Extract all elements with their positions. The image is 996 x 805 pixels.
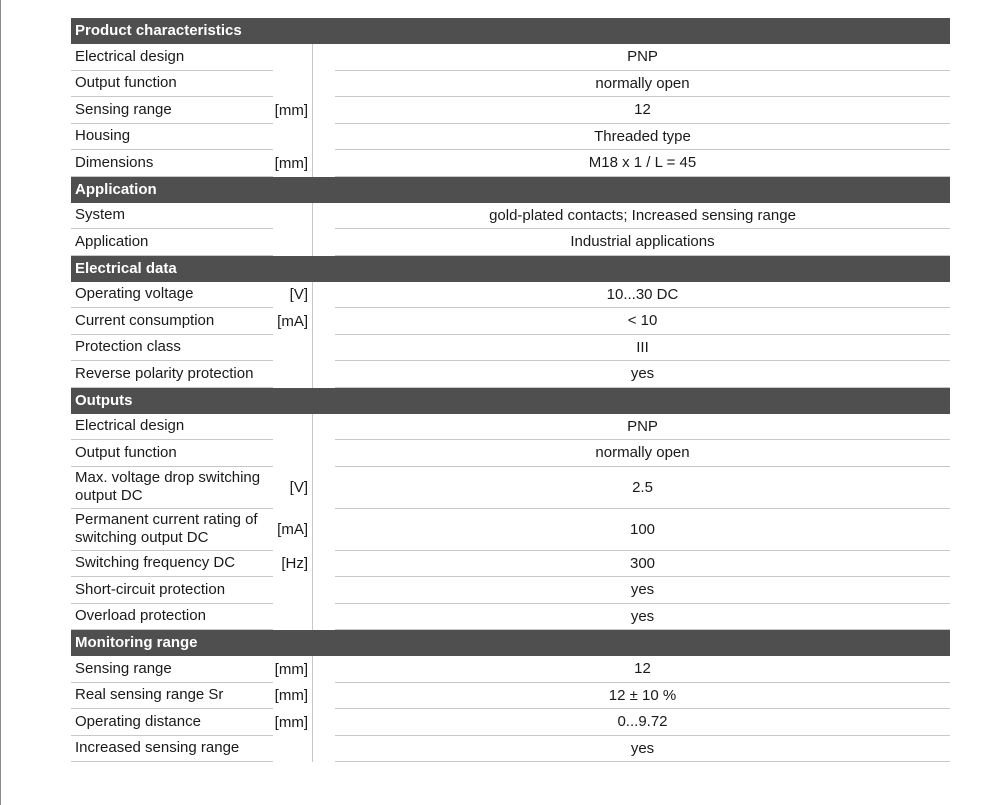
table-row bbox=[71, 467, 950, 509]
row-unit bbox=[273, 229, 313, 256]
row-unit: [V] bbox=[273, 282, 313, 309]
row-unit bbox=[273, 577, 313, 604]
row-value: gold-plated contacts; Increased sensing range bbox=[335, 203, 950, 230]
row-label: Switching frequency DC bbox=[71, 551, 273, 578]
row-label: Operating voltage bbox=[71, 282, 273, 309]
row-value: yes bbox=[335, 736, 950, 763]
table-row bbox=[71, 683, 950, 710]
row-value: 100 bbox=[335, 509, 950, 551]
row-unit bbox=[273, 361, 313, 388]
table-row bbox=[71, 308, 950, 335]
section-header-product-characteristics: Product characteristics bbox=[71, 18, 950, 44]
row-label: Application bbox=[71, 229, 273, 256]
row-value: < 10 bbox=[335, 308, 950, 335]
row-unit: [Hz] bbox=[273, 551, 313, 578]
table-row bbox=[71, 709, 950, 736]
table-row bbox=[71, 440, 950, 467]
row-label: Current consumption bbox=[71, 308, 273, 335]
row-unit: [mm] bbox=[273, 709, 313, 736]
row-value: PNP bbox=[335, 44, 950, 71]
row-label: Output function bbox=[71, 71, 273, 98]
section-header-electrical-data: Electrical data bbox=[71, 256, 950, 282]
table-row bbox=[71, 203, 950, 230]
row-label: Dimensions bbox=[71, 150, 273, 177]
row-value: yes bbox=[335, 604, 950, 631]
table-row bbox=[71, 97, 950, 124]
row-unit bbox=[273, 604, 313, 631]
row-unit: [mm] bbox=[273, 97, 313, 124]
row-unit bbox=[273, 44, 313, 71]
table-row bbox=[71, 577, 950, 604]
row-label: Sensing range bbox=[71, 97, 273, 124]
table-row bbox=[71, 736, 950, 763]
row-unit: [mm] bbox=[273, 150, 313, 177]
table-row bbox=[71, 71, 950, 98]
table-row bbox=[71, 656, 950, 683]
row-label: Housing bbox=[71, 124, 273, 151]
row-label: Sensing range bbox=[71, 656, 273, 683]
table-row bbox=[71, 44, 950, 71]
row-unit: [mm] bbox=[273, 683, 313, 710]
section-header-outputs: Outputs bbox=[71, 388, 950, 414]
row-unit bbox=[273, 71, 313, 98]
row-value: M18 x 1 / L = 45 bbox=[335, 150, 950, 177]
table-row bbox=[71, 551, 950, 578]
table-row bbox=[71, 229, 950, 256]
table-row bbox=[71, 604, 950, 631]
row-label: Overload protection bbox=[71, 604, 273, 631]
row-value: 300 bbox=[335, 551, 950, 578]
section-header-monitoring-range: Monitoring range bbox=[71, 630, 950, 656]
row-value: yes bbox=[335, 577, 950, 604]
row-value: 12 bbox=[335, 97, 950, 124]
row-value: Industrial applications bbox=[335, 229, 950, 256]
row-unit bbox=[273, 414, 313, 441]
row-label: Permanent current rating of switching output DC bbox=[71, 509, 273, 551]
row-unit: [mA] bbox=[273, 509, 313, 551]
row-unit bbox=[273, 440, 313, 467]
row-label: Electrical design bbox=[71, 414, 273, 441]
row-value: 2.5 bbox=[335, 467, 950, 509]
row-unit: [mm] bbox=[273, 656, 313, 683]
row-label: Electrical design bbox=[71, 44, 273, 71]
row-label: Increased sensing range bbox=[71, 736, 273, 763]
table-row bbox=[71, 150, 950, 177]
row-value: 12 ± 10 % bbox=[335, 683, 950, 710]
row-value: yes bbox=[335, 361, 950, 388]
row-unit: [mA] bbox=[273, 308, 313, 335]
row-label: Real sensing range Sr bbox=[71, 683, 273, 710]
table-row bbox=[71, 509, 950, 551]
row-value: normally open bbox=[335, 440, 950, 467]
section-header-application: Application bbox=[71, 177, 950, 203]
row-value: PNP bbox=[335, 414, 950, 441]
table-row bbox=[71, 414, 950, 441]
row-value: 10...30 DC bbox=[335, 282, 950, 309]
row-label: Operating distance bbox=[71, 709, 273, 736]
page-left-border bbox=[0, 0, 1, 805]
row-value: normally open bbox=[335, 71, 950, 98]
table-row bbox=[71, 361, 950, 388]
row-label: Short-circuit protection bbox=[71, 577, 273, 604]
row-unit bbox=[273, 203, 313, 230]
row-label: Output function bbox=[71, 440, 273, 467]
row-value: III bbox=[335, 335, 950, 362]
row-value: 0...9.72 bbox=[335, 709, 950, 736]
product-data-sheet bbox=[71, 18, 950, 762]
row-unit bbox=[273, 736, 313, 763]
table-row bbox=[71, 335, 950, 362]
row-label: Protection class bbox=[71, 335, 273, 362]
row-unit: [V] bbox=[273, 467, 313, 509]
row-label: Reverse polarity protection bbox=[71, 361, 273, 388]
row-unit bbox=[273, 124, 313, 151]
table-row bbox=[71, 124, 950, 151]
row-value: 12 bbox=[335, 656, 950, 683]
row-unit bbox=[273, 335, 313, 362]
row-label: System bbox=[71, 203, 273, 230]
table-row bbox=[71, 282, 950, 309]
row-label: Max. voltage drop switching output DC bbox=[71, 467, 273, 509]
row-value: Threaded type bbox=[335, 124, 950, 151]
